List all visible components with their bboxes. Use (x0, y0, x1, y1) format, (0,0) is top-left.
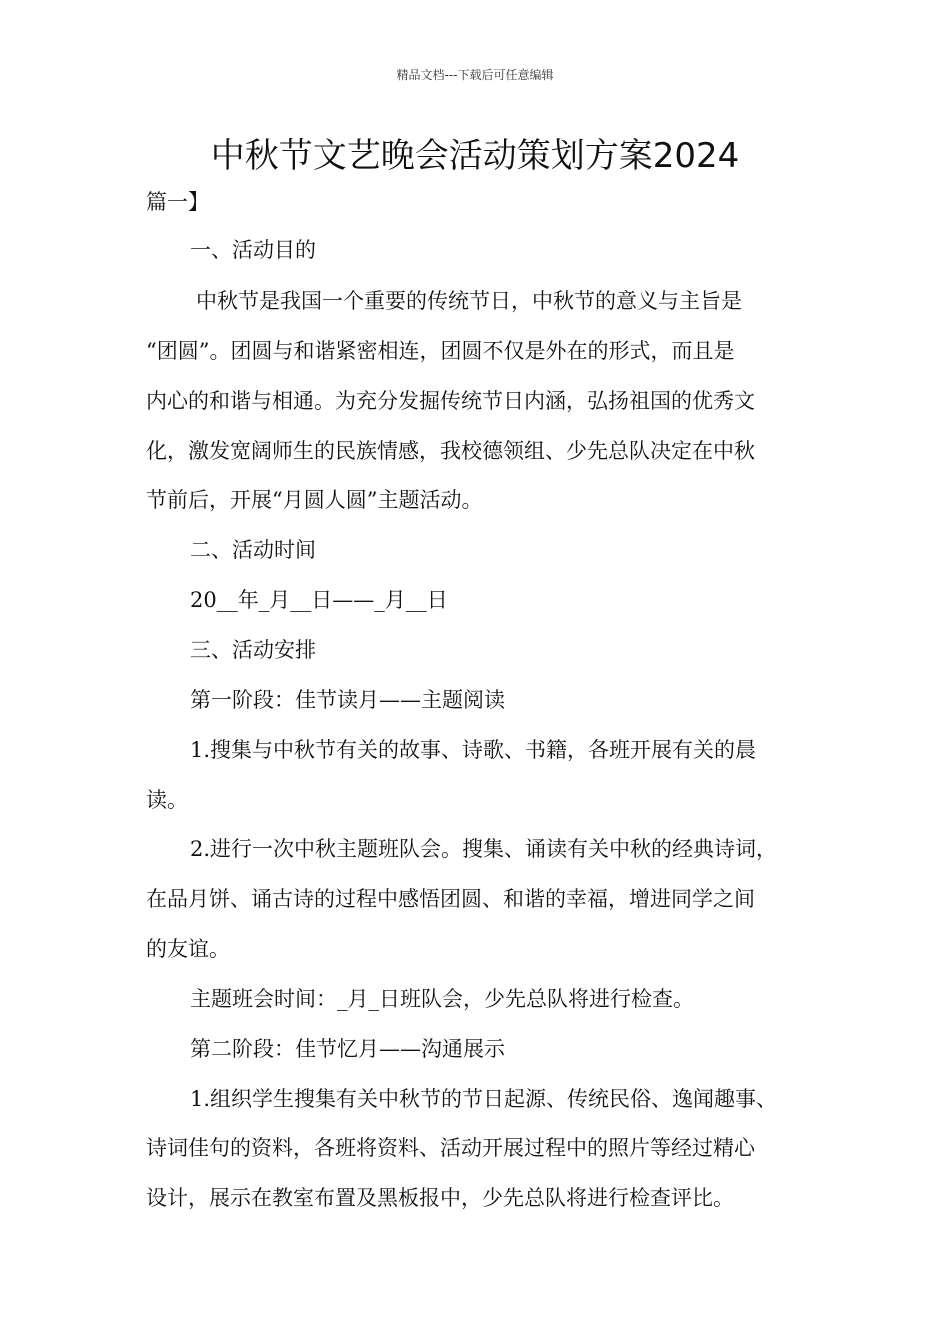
stage-one-heading: 第一阶段：佳节读月——主题阅读 (190, 688, 505, 712)
paragraph-line: 1.组织学生搜集有关中秋节的节日起源、传统民俗、逸闻趣事、 (190, 1087, 778, 1111)
paragraph-line: 1.搜集与中秋节有关的故事、诗歌、书籍，各班开展有关的晨 (190, 738, 757, 762)
paragraph-line: 内心的和谐与相通。为充分发掘传统节日内涵，弘扬祖国的优秀文 (146, 389, 755, 413)
paragraph-line: 节前后，开展“月圆人圆”主题活动。 (146, 488, 483, 512)
paragraph-line: 化，激发宽阔师生的民族情感，我校德领组、少先总队决定在中秋 (146, 439, 755, 463)
paragraph-line: 的友谊。 (146, 937, 230, 961)
heading-arrangement: 三、活动安排 (190, 638, 316, 662)
paragraph-line: 读。 (146, 788, 188, 812)
paragraph-line: 诗词佳句的资料，各班将资料、活动开展过程中的照片等经过精心 (146, 1136, 755, 1160)
paragraph-line: 设计，展示在教室布置及黑板报中，少先总队将进行检查评比。 (146, 1186, 734, 1210)
stage-two-heading: 第二阶段：佳节忆月——沟通展示 (190, 1037, 505, 1061)
class-meeting-time: 主题班会时间：_月_日班队会，少先总队将进行检查。 (190, 987, 694, 1011)
paragraph-line: 中秋节是我国一个重要的传统节日，中秋节的意义与主旨是 (196, 289, 742, 313)
heading-time: 二、活动时间 (190, 538, 316, 562)
paragraph-line: “团圆”。团圆与和谐紧密相连，团圆不仅是外在的形式，而且是 (146, 339, 735, 363)
document-title: 中秋节文艺晚会活动策划方案2024 (210, 136, 740, 176)
header-note: 精品文档---下载后可任意编辑 (396, 68, 554, 82)
section-marker: 篇一】 (146, 190, 209, 214)
date-line: 20__年_月__日——_月__日 (190, 588, 448, 612)
paragraph-line: 在品月饼、诵古诗的过程中感悟团圆、和谐的幸福，增进同学之间 (146, 887, 755, 911)
paragraph-line: 2.进行一次中秋主题班队会。搜集、诵读有关中秋的经典诗词， (190, 837, 778, 861)
heading-purpose: 一、活动目的 (190, 238, 316, 262)
